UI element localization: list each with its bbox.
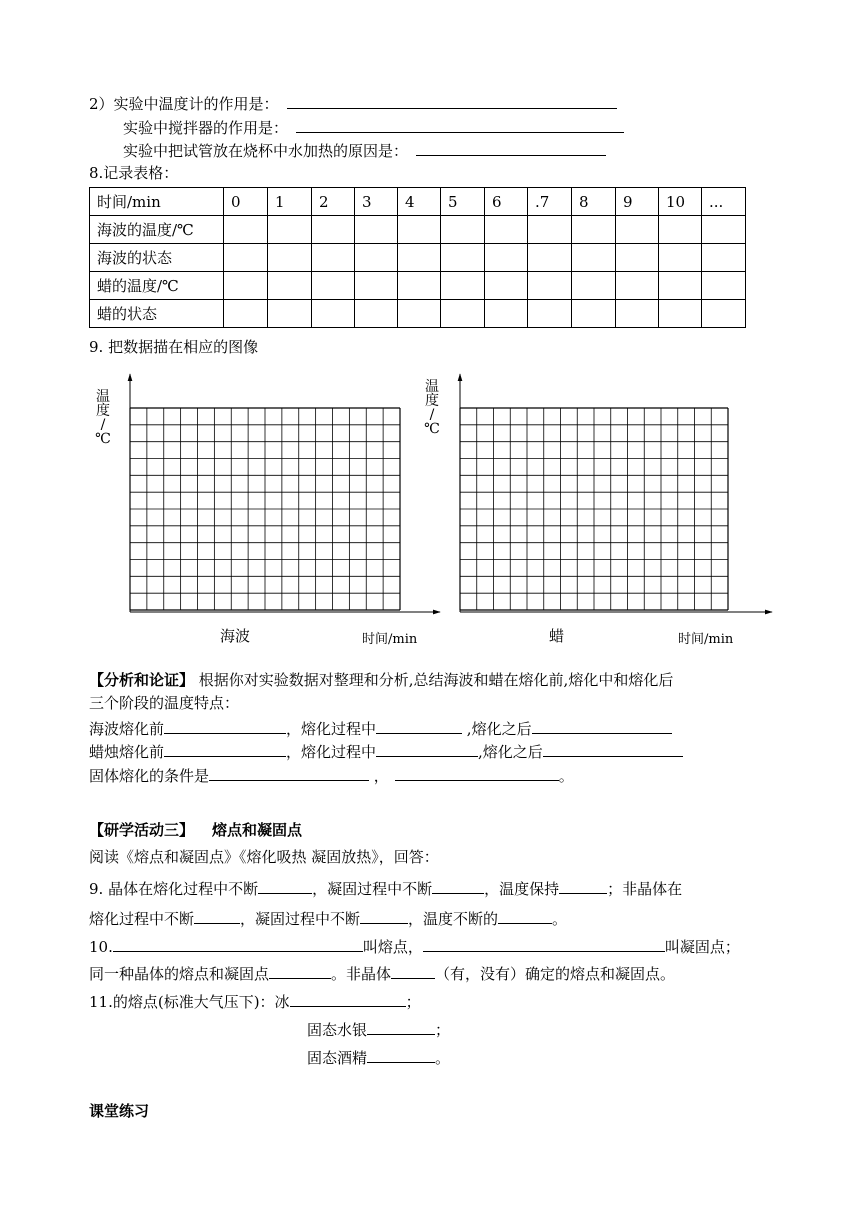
graph1-caption: 海波 bbox=[220, 627, 251, 645]
table-header-cell: 时间/min bbox=[90, 188, 224, 216]
row-label: 海波的状态 bbox=[90, 244, 224, 272]
answer-blank[interactable] bbox=[532, 717, 672, 734]
answer-blank[interactable] bbox=[296, 116, 624, 133]
wax-line: 蜡烛熔化前 ，熔化过程中 ,熔化之后 bbox=[89, 740, 683, 762]
answer-blank[interactable] bbox=[391, 962, 435, 979]
q11-alcohol: 固态酒精 。 bbox=[307, 1046, 450, 1068]
table-header-cell: ... bbox=[702, 188, 746, 216]
activity3-heading: 【研学活动三】 熔点和凝固点 bbox=[89, 821, 303, 839]
table-header-cell: .7 bbox=[528, 188, 572, 216]
answer-blank[interactable] bbox=[376, 740, 478, 757]
table-header-cell: 9 bbox=[616, 188, 659, 216]
answer-blank[interactable] bbox=[360, 907, 408, 924]
table-header-cell: 1 bbox=[268, 188, 312, 216]
table-header-cell: 5 bbox=[441, 188, 485, 216]
answer-blank[interactable] bbox=[290, 990, 406, 1007]
practice-heading: 课堂练习 bbox=[89, 1102, 150, 1120]
table-row bbox=[90, 216, 746, 244]
condition-line: 固体熔化的条件是 ， 。 bbox=[89, 764, 574, 786]
q9-line2: 熔化过程中不断 ，凝固过程中不断 ，温度不断的 。 bbox=[89, 907, 567, 929]
analysis-intro: 【分析和论证】 根据你对实验数据对整理和分析,总结海波和蜡在熔化前,熔化中和熔化后 bbox=[89, 671, 674, 689]
answer-blank[interactable] bbox=[395, 764, 559, 781]
graph-haibo[interactable] bbox=[130, 374, 440, 612]
table-row bbox=[90, 300, 746, 328]
analysis-intro-cont: 三个阶段的温度特点： bbox=[89, 694, 240, 712]
record-table bbox=[89, 187, 746, 328]
q8-title: 8.记录表格： bbox=[89, 164, 179, 182]
row-label: 蜡的温度/℃ bbox=[90, 272, 224, 300]
answer-blank[interactable] bbox=[194, 907, 240, 924]
answer-blank[interactable] bbox=[209, 764, 369, 781]
q11-line1: 11.的熔点(标准大气压下)：冰 ； bbox=[89, 990, 421, 1012]
answer-blank[interactable] bbox=[498, 907, 552, 924]
grid bbox=[130, 408, 400, 610]
answer-blank[interactable] bbox=[269, 962, 331, 979]
answer-blank[interactable] bbox=[432, 877, 484, 894]
answer-blank[interactable] bbox=[559, 877, 607, 894]
table-header-cell: 10 bbox=[659, 188, 702, 216]
graph2-ylabel: 温 度 / ℃ bbox=[424, 379, 440, 437]
graph1-ylabel: 温 度 / ℃ bbox=[95, 389, 111, 447]
answer-blank[interactable] bbox=[423, 935, 665, 952]
q2-tube-line: 实验中把试管放在烧杯中水加热的原因是： bbox=[123, 139, 606, 161]
q2-stirrer-line: 实验中搅拌器的作用是： bbox=[123, 116, 624, 138]
q2-thermometer-line: 2）实验中温度计的作用是： bbox=[89, 92, 617, 114]
answer-blank[interactable] bbox=[287, 92, 617, 109]
answer-blank[interactable] bbox=[416, 139, 606, 156]
answer-blank[interactable] bbox=[113, 935, 363, 952]
table-header-cell: 8 bbox=[572, 188, 616, 216]
answer-blank[interactable] bbox=[164, 717, 286, 734]
answer-blank[interactable] bbox=[367, 1046, 435, 1063]
q9-title: 9. 把数据描在相应的图像 bbox=[89, 338, 259, 356]
table-header-cell: 3 bbox=[355, 188, 398, 216]
q11-mercury: 固态水银 ； bbox=[307, 1018, 450, 1040]
grid bbox=[460, 408, 728, 610]
table-row bbox=[90, 244, 746, 272]
table-header-cell: 4 bbox=[398, 188, 441, 216]
table-header-cell: 0 bbox=[224, 188, 268, 216]
table-header-cell: 6 bbox=[485, 188, 528, 216]
answer-blank[interactable] bbox=[367, 1018, 435, 1035]
graph2-caption: 蜡 bbox=[549, 627, 565, 645]
table-row bbox=[90, 188, 746, 216]
activity3-read: 阅读《熔点和凝固点》《熔化吸热 凝固放热》，回答： bbox=[89, 848, 439, 866]
answer-blank[interactable] bbox=[258, 877, 312, 894]
answer-blank[interactable] bbox=[164, 740, 286, 757]
row-label: 海波的温度/℃ bbox=[90, 216, 224, 244]
answer-blank[interactable] bbox=[543, 740, 683, 757]
row-label: 蜡的状态 bbox=[90, 300, 224, 328]
haibo-line: 海波熔化前 ，熔化过程中 ,熔化之后 bbox=[89, 717, 672, 739]
graph2-xlabel: 时间/min bbox=[678, 632, 734, 647]
q10-line2: 同一种晶体的熔点和凝固点 。非晶体 （有，没有）确定的熔点和凝固点。 bbox=[89, 962, 675, 984]
graph-wax[interactable] bbox=[460, 374, 772, 612]
graph1-xlabel: 时间/min bbox=[362, 632, 418, 647]
table-header-cell: 2 bbox=[312, 188, 355, 216]
q10-line1: 10. 叫熔点， 叫凝固点； bbox=[89, 935, 740, 957]
answer-blank[interactable] bbox=[376, 717, 462, 734]
q9-line1: 9. 晶体在熔化过程中不断 ，凝固过程中不断 ，温度保持 ；非晶体在 bbox=[89, 877, 682, 899]
table-row bbox=[90, 272, 746, 300]
